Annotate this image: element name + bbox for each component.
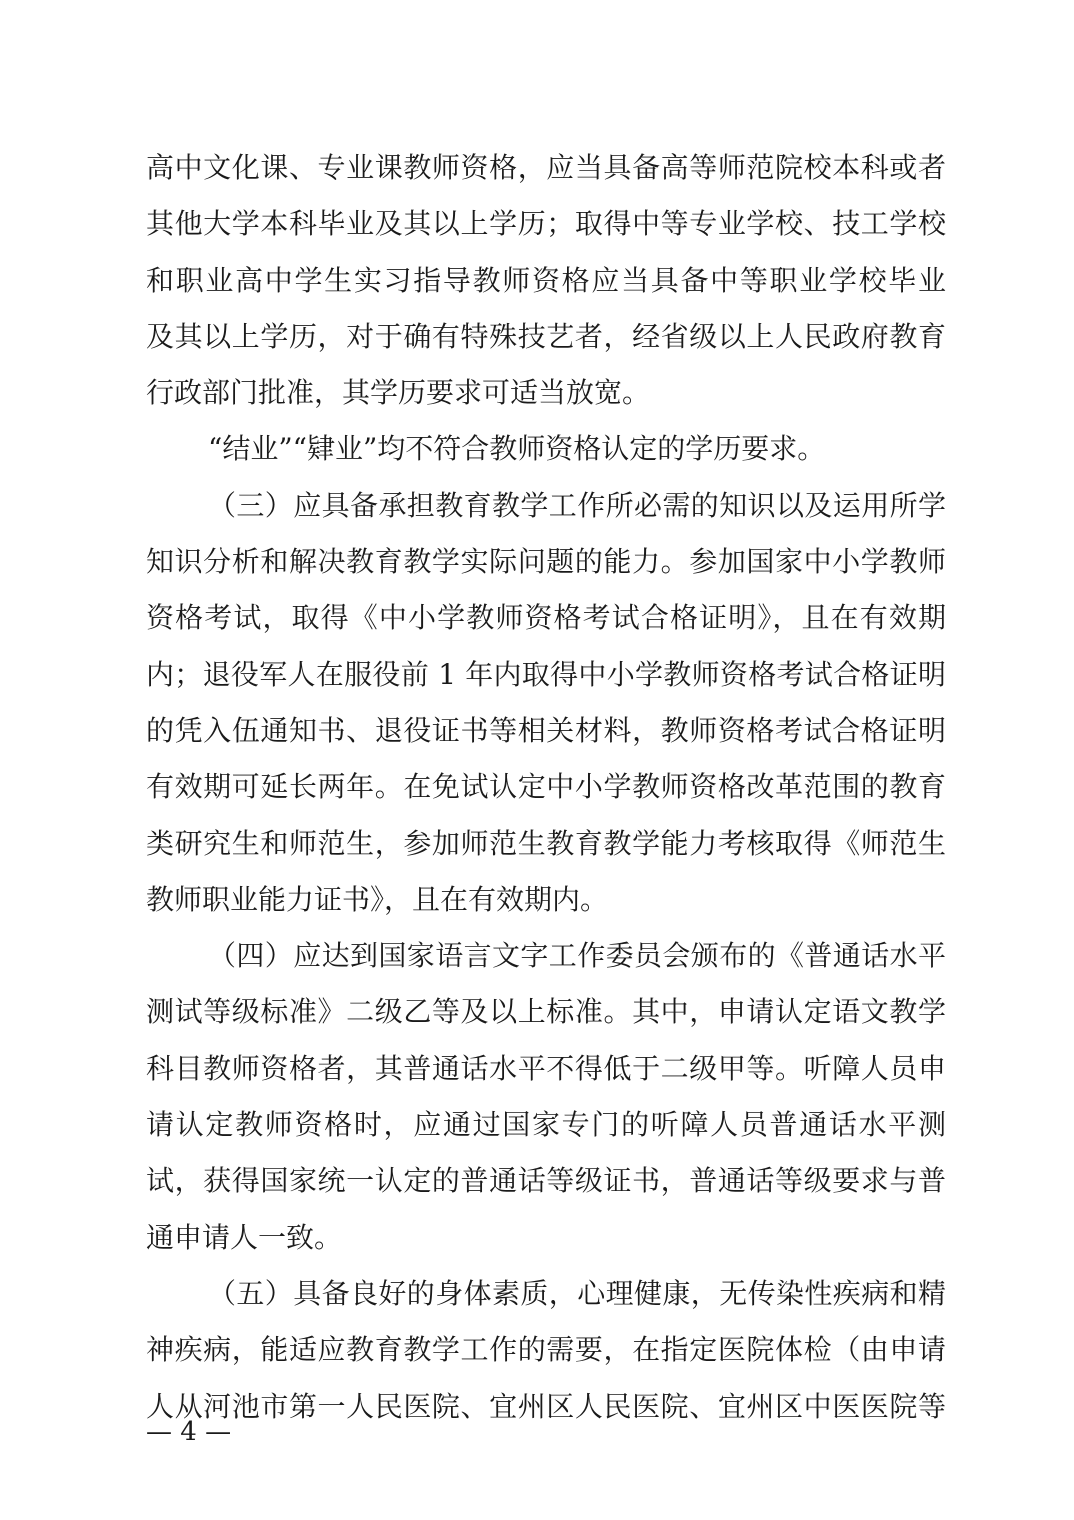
text-line: 试，获得国家统一认定的普通话等级证书，普通话等级要求与普 xyxy=(146,1164,946,1198)
text-line: 资格考试，取得《中小学教师资格考试合格证明》，且在有效期 xyxy=(146,601,946,635)
text-line: “结业”“肄业”均不符合教师资格认定的学历要求。 xyxy=(208,432,826,466)
text-line: 人从河池市第一人民医院、宜州区人民医院、宜州区中医医院等 xyxy=(146,1389,946,1423)
text-line: 和职业高中学生实习指导教师资格应当具备中等职业学校毕业 xyxy=(146,263,946,297)
text-line: 教师职业能力证书》，且在有效期内。 xyxy=(146,882,609,916)
text-line: 通申请人一致。 xyxy=(146,1220,343,1254)
text-line: 神疾病，能适应教育教学工作的需要，在指定医院体检（由申请 xyxy=(146,1333,946,1367)
text-line: （五）具备良好的身体素质，心理健康，无传染性疾病和精 xyxy=(208,1276,946,1310)
text-line: （四）应达到国家语言文字工作委员会颁布的《普通话水平 xyxy=(208,939,946,973)
page-number: — 4 — xyxy=(146,1417,232,1447)
text-line: 其他大学本科毕业及其以上学历；取得中等专业学校、技工学校 xyxy=(146,207,946,241)
text-line: 知识分析和解决教育教学实际问题的能力。参加国家中小学教师 xyxy=(146,545,946,579)
text-line: 高中文化课、专业课教师资格，应当具备高等师范院校本科或者 xyxy=(146,151,946,184)
text-line: 科目教师资格者，其普通话水平不得低于二级甲等。听障人员申 xyxy=(146,1051,946,1085)
text-line: 有效期可延长两年。在免试认定中小学教师资格改革范围的教育 xyxy=(146,770,946,804)
text-line: 测试等级标准》二级乙等及以上标准。其中，申请认定语文教学 xyxy=(146,995,946,1029)
text-line: 及其以上学历，对于确有特殊技艺者，经省级以上人民政府教育 xyxy=(146,319,946,353)
text-line: 的凭入伍通知书、退役证书等相关材料，教师资格考试合格证明 xyxy=(146,713,946,747)
text-line: 内；退役军人在服役前 1 年内取得中小学教师资格考试合格证明 xyxy=(146,657,946,691)
text-line: （三）应具备承担教育教学工作所必需的知识以及运用所学 xyxy=(208,488,946,522)
text-line: 行政部门批准，其学历要求可适当放宽。 xyxy=(146,376,651,410)
body-text xyxy=(146,140,946,1435)
text-line: 类研究生和师范生，参加师范生教育教学能力考核取得《师范生 xyxy=(146,826,946,860)
text-line: 请认定教师资格时，应通过国家专门的听障人员普通话水平测 xyxy=(146,1108,946,1142)
